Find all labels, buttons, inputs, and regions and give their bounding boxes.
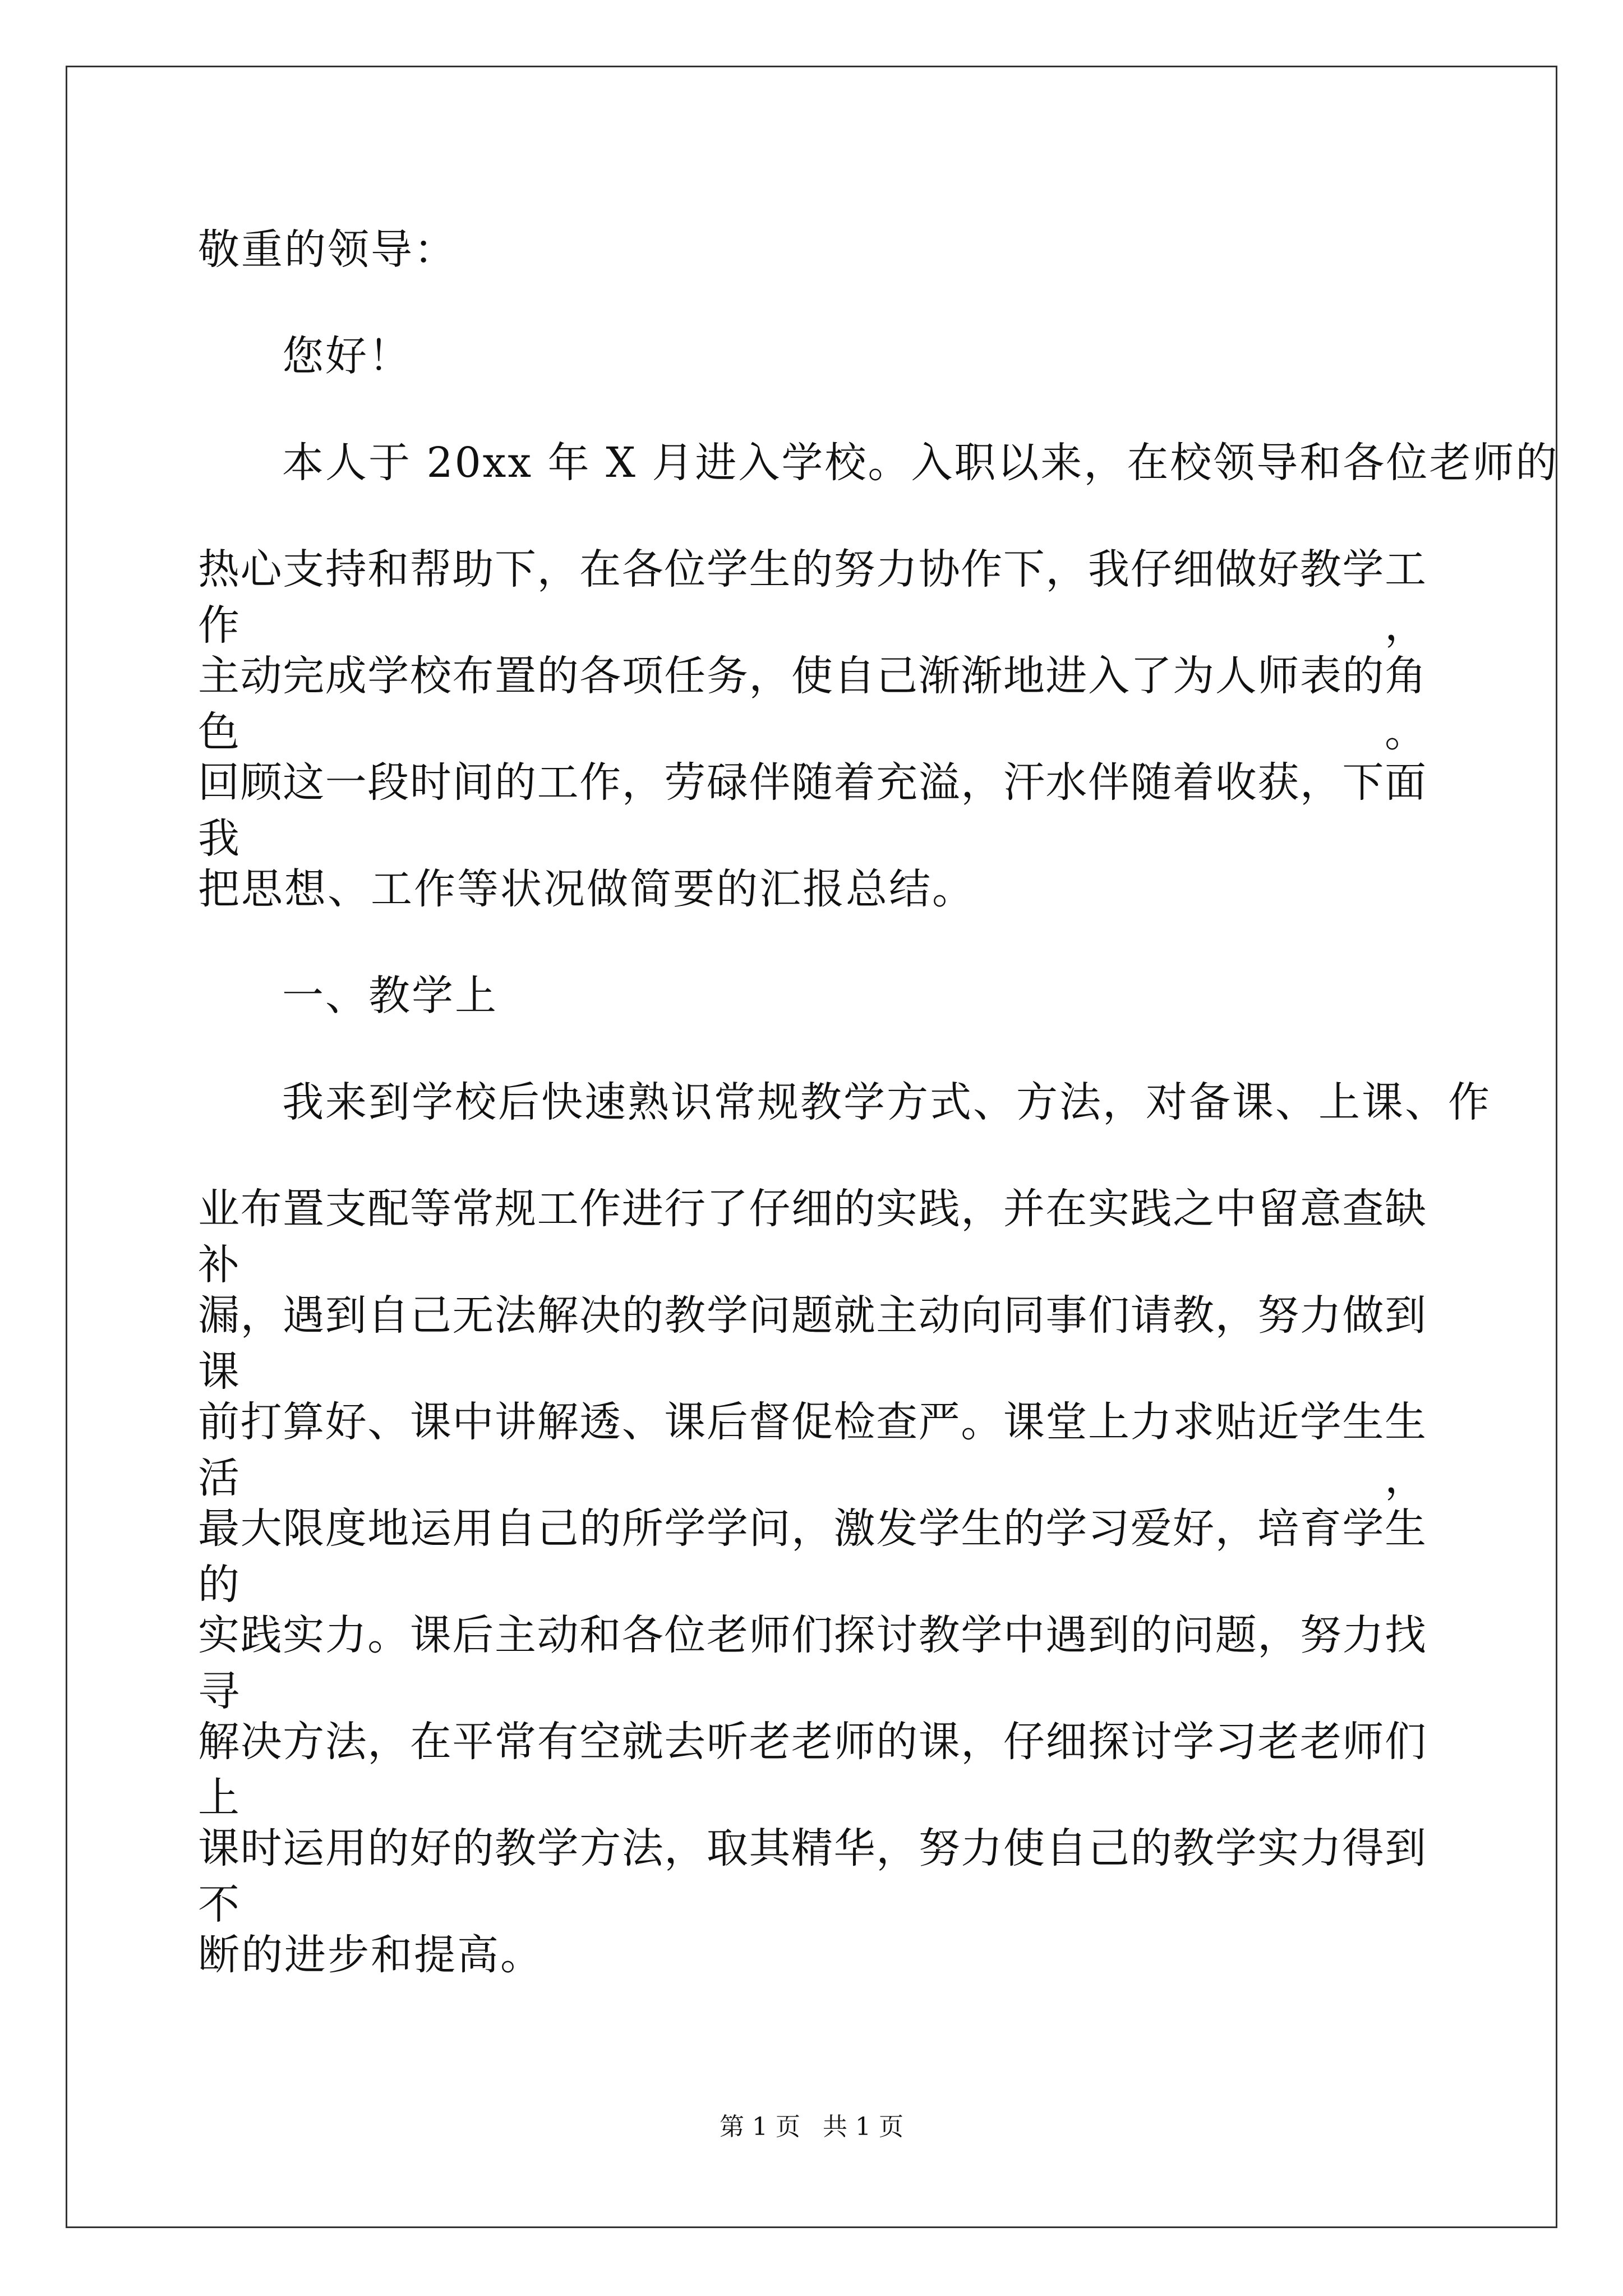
paragraph-2-line-8: 课时运用的好的教学方法，取其精华，努力使自己的教学实力得到不 <box>198 1824 1426 1929</box>
paragraph-1-line-2: 热心支持和帮助下，在各位学生的努力协作下，我仔细做好教学工作， <box>198 545 1426 650</box>
greeting: 您好！ <box>282 332 412 380</box>
paragraph-1-line-4: 回顾这一段时间的工作，劳碌伴随着充溢，汗水伴随着收获，下面我 <box>198 758 1426 863</box>
paragraph-2-line-2: 业布置支配等常规工作进行了仔细的实践，并在实践之中留意查缺补 <box>198 1185 1426 1289</box>
paragraph-2-line-5: 最大限度地运用自己的所学学问，激发学生的学习爱好，培育学生的 <box>198 1504 1426 1609</box>
paragraph-1-line-3: 主动完成学校布置的各项任务，使自己渐渐地进入了为人师表的角色。 <box>198 652 1426 756</box>
paragraph-1-line-5: 把思想、工作等状况做简要的汇报总结。 <box>198 865 975 913</box>
section-heading: 一、教学上 <box>282 972 498 1020</box>
page-footer <box>0 2110 1623 2144</box>
paragraph-2-line-9: 断的进步和提高。 <box>198 1931 543 1979</box>
paragraph-2-line-7: 解决方法，在平常有空就去听老老师的课，仔细探讨学习老老师们上 <box>198 1718 1426 1822</box>
page-number-total: 共 1 页 <box>823 2113 903 2141</box>
page-number-current: 第 1 页 <box>720 2113 800 2141</box>
paragraph-1-line-1: 本人于 20xx 年 X 月进入学校。入职以来，在校领导和各位老师的 <box>282 439 1559 487</box>
page-frame <box>66 66 1557 2228</box>
salutation: 敬重的领导： <box>198 226 457 274</box>
paragraph-2-line-4: 前打算好、课中讲解透、课后督促检查严。课堂上力求贴近学生生活， <box>198 1398 1426 1502</box>
paragraph-2-line-6: 实践实力。课后主动和各位老师们探讨教学中遇到的问题，努力找寻 <box>198 1611 1426 1715</box>
paragraph-2-line-1: 我来到学校后快速熟识常规教学方式、方法，对备课、上课、作 <box>282 1078 1491 1126</box>
paragraph-2-line-3: 漏，遇到自己无法解决的教学问题就主动向同事们请教，努力做到课 <box>198 1291 1426 1396</box>
